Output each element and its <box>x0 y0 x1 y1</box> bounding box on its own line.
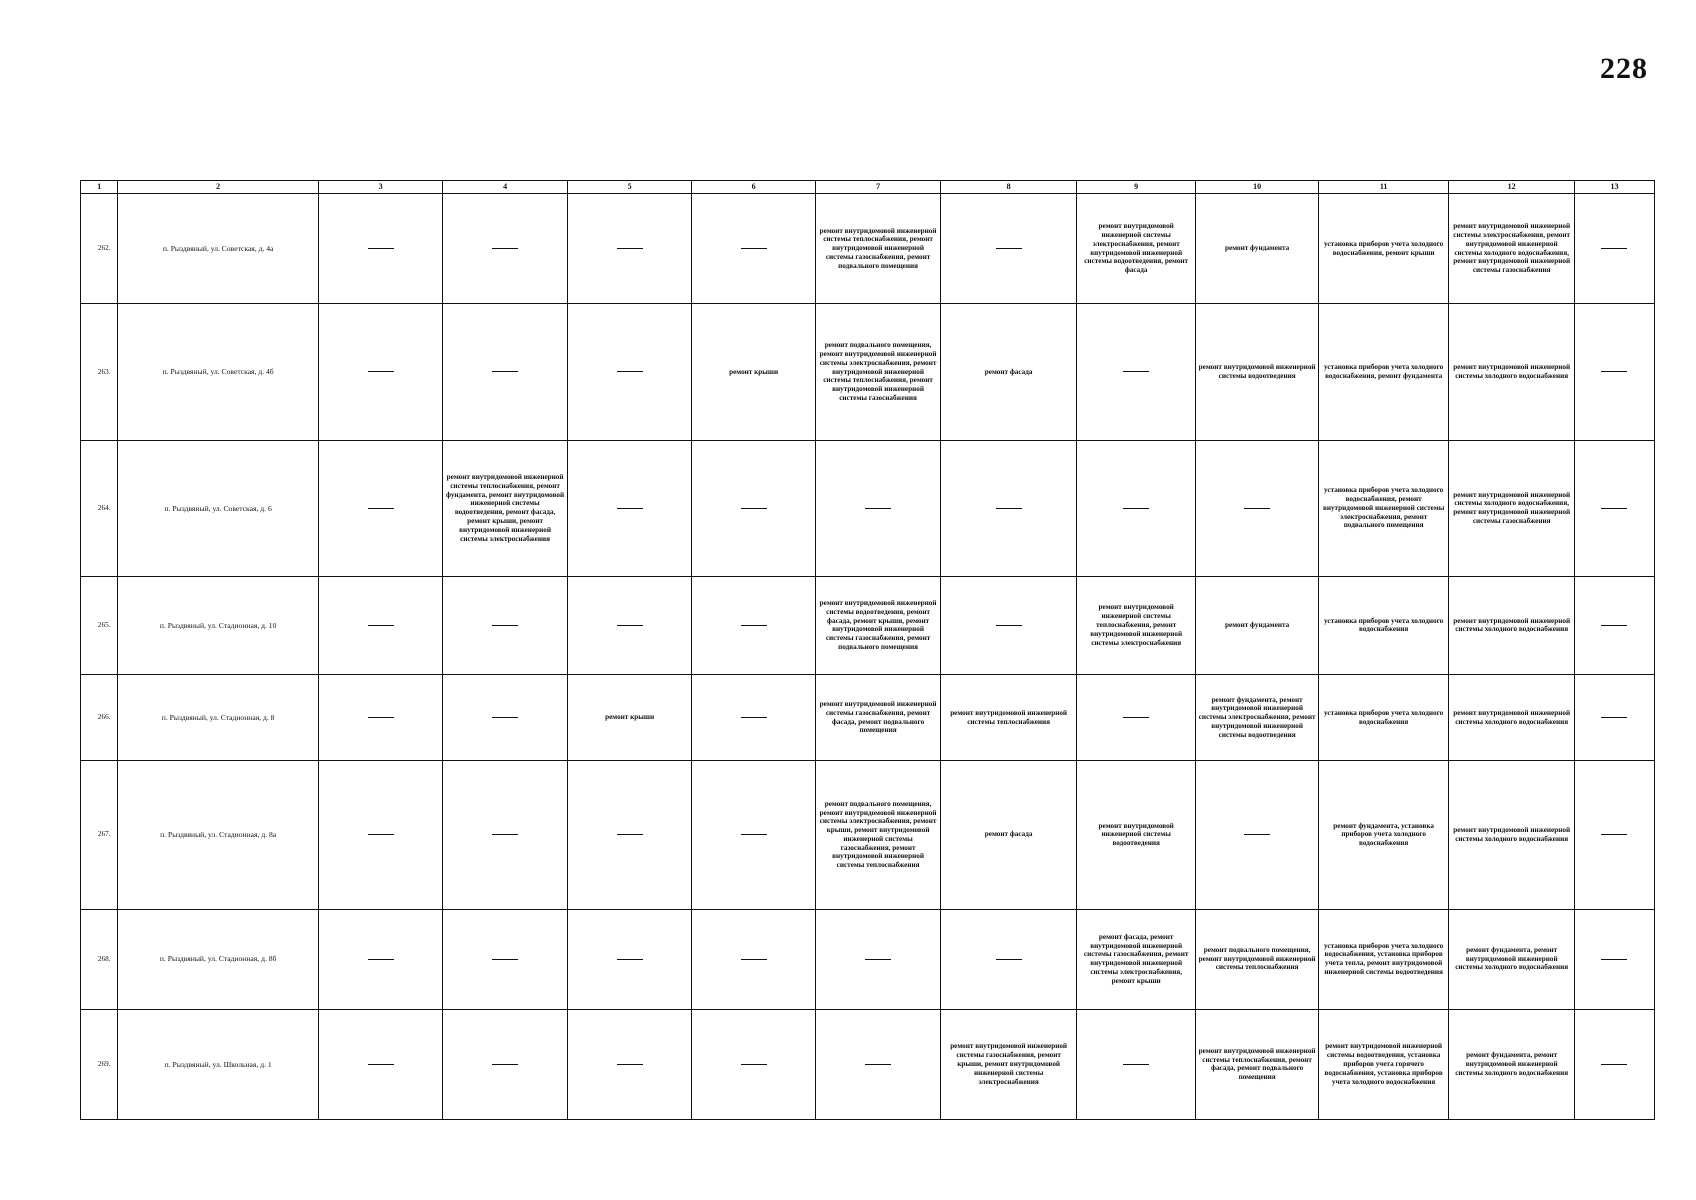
empty-cell <box>1196 761 1318 909</box>
repair-works-cell <box>1196 304 1318 440</box>
empty-cell <box>1574 909 1654 1009</box>
empty-cell <box>1574 194 1654 304</box>
repair-works-cell <box>815 576 941 674</box>
dash-mark <box>1601 248 1627 249</box>
empty-cell <box>692 909 815 1009</box>
dash-mark <box>741 625 767 626</box>
empty-cell <box>815 909 941 1009</box>
repair-works-text: ремонт внутридомовой инженерной системы теплоснабжения, ремонт фундамента, ремонт внутридомовой инженерной системы водоотведения, ремонт фасада, ремонт крыши, ремонт внутридомовой инженерной системы электроснабжения <box>446 473 565 543</box>
empty-cell <box>815 440 941 576</box>
row-number: 267. <box>81 761 118 909</box>
dash-mark <box>1123 371 1149 372</box>
repair-works-cell <box>1449 909 1575 1009</box>
repair-works-text: ремонт внутридомовой инженерной системы электроснабжения, ремонт внутридомовой инженерной системы водоотведения, ремонт фасада <box>1084 222 1189 275</box>
repair-works-text: ремонт фундамента, ремонт внутридомовой инженерной системы холодного водоснабжения <box>1455 945 1569 972</box>
table-row <box>81 304 1655 440</box>
repair-works-text: установка приборов учета холодного водоснабжения, ремонт внутридомовой инженерной системы электроснабжения, ремонт подвального помещения <box>1322 486 1445 530</box>
dash-mark <box>1601 625 1627 626</box>
column-number: 12 <box>1449 181 1575 194</box>
dash-mark <box>741 248 767 249</box>
house-address: п. Рыздвяный, ул. Стадионная, д. 8а <box>118 761 318 909</box>
empty-cell <box>692 1009 815 1119</box>
empty-cell <box>1076 1009 1195 1119</box>
repair-works-text: ремонт фундамента, установка приборов учета холодного водоснабжения <box>1333 821 1434 848</box>
dash-mark <box>368 717 394 718</box>
dash-mark <box>741 508 767 509</box>
column-number: 9 <box>1076 181 1195 194</box>
repair-works-cell <box>1076 761 1195 909</box>
repair-works-text: ремонт внутридомовой инженерной системы холодного водоснабжения, ремонт внутридомовой инженерной системы газоснабжения <box>1453 490 1571 525</box>
dash-mark <box>617 625 643 626</box>
dash-mark <box>492 625 518 626</box>
repair-works-cell <box>815 194 941 304</box>
column-number: 2 <box>118 181 318 194</box>
repair-works-text: ремонт крыши <box>729 367 779 376</box>
repair-works-text: ремонт внутридомовой инженерной системы электроснабжения, ремонт внутридомовой инженерной системы холодного водоснабжения, ремонт внутридомовой инженерной системы газоснабжения <box>1453 222 1571 275</box>
empty-cell <box>567 1009 692 1119</box>
dash-mark <box>996 959 1022 960</box>
column-number: 8 <box>941 181 1077 194</box>
dash-mark <box>865 1064 891 1065</box>
dash-mark <box>617 248 643 249</box>
repair-works-text: ремонт внутридомовой инженерной системы газоснабжения, ремонт фасада, ремонт подвального помещения <box>819 700 937 735</box>
dash-mark <box>617 508 643 509</box>
dash-mark <box>1601 508 1627 509</box>
repair-works-cell <box>941 304 1077 440</box>
repair-works-cell <box>1318 1009 1449 1119</box>
empty-cell <box>1076 675 1195 761</box>
table-row <box>81 440 1655 576</box>
empty-cell <box>567 194 692 304</box>
row-number: 265. <box>81 576 118 674</box>
empty-cell <box>1196 440 1318 576</box>
repair-works-cell <box>1449 194 1575 304</box>
empty-cell <box>1076 304 1195 440</box>
column-number: 4 <box>443 181 568 194</box>
row-number: 262. <box>81 194 118 304</box>
repair-works-text: ремонт фасада <box>984 830 1033 839</box>
dash-mark <box>492 371 518 372</box>
dash-mark <box>617 1064 643 1065</box>
house-address: п. Рыздвяный, ул. Школьная, д. 1 <box>118 1009 318 1119</box>
empty-cell <box>692 440 815 576</box>
repair-works-text: ремонт внутридомовой инженерной системы теплоснабжения, ремонт внутридомовой инженерной системы газоснабжения, ремонт подвального помещения <box>819 226 937 270</box>
repair-works-cell <box>1449 440 1575 576</box>
house-address: п. Рыздвяный, ул. Советская, д. 4а <box>118 194 318 304</box>
dash-mark <box>996 625 1022 626</box>
empty-cell <box>318 1009 443 1119</box>
dash-mark <box>1601 959 1627 960</box>
repair-works-text: ремонт фундамента, ремонт внутридомовой инженерной системы холодного водоснабжения <box>1455 1051 1569 1077</box>
empty-cell <box>318 675 443 761</box>
dash-mark <box>368 1064 394 1065</box>
column-number: 13 <box>1574 181 1654 194</box>
repair-works-text: ремонт внутридомовой инженерной системы теплоснабжения, ремонт фасада, ремонт подвального помещения <box>1198 1046 1316 1082</box>
repair-works-cell <box>1196 675 1318 761</box>
repair-works-cell <box>1196 1009 1318 1119</box>
empty-cell <box>318 576 443 674</box>
repair-works-text: ремонт внутридомовой инженерной системы теплоснабжения, ремонт внутридомовой инженерной системы электроснабжения <box>1090 603 1183 647</box>
repair-works-text: установка приборов учета холодного водоснабжения, ремонт фундамента <box>1324 363 1444 380</box>
dash-mark <box>617 959 643 960</box>
dash-mark <box>1601 834 1627 835</box>
dash-mark <box>1123 717 1149 718</box>
row-number: 264. <box>81 440 118 576</box>
empty-cell <box>1076 440 1195 576</box>
empty-cell <box>443 304 568 440</box>
column-number: 5 <box>567 181 692 194</box>
dash-mark <box>492 248 518 249</box>
empty-cell <box>443 194 568 304</box>
repair-works-text: ремонт крыши <box>605 713 655 722</box>
repair-works-cell <box>941 675 1077 761</box>
repair-works-cell <box>567 675 692 761</box>
empty-cell <box>1574 761 1654 909</box>
empty-cell <box>567 909 692 1009</box>
empty-cell <box>1574 1009 1654 1119</box>
empty-cell <box>443 576 568 674</box>
repair-works-text: установка приборов учета холодного водоснабжения <box>1324 708 1444 726</box>
dash-mark <box>741 1064 767 1065</box>
dash-mark <box>741 717 767 718</box>
dash-mark <box>996 248 1022 249</box>
empty-cell <box>1574 440 1654 576</box>
empty-cell <box>318 194 443 304</box>
empty-cell <box>318 909 443 1009</box>
empty-cell <box>567 304 692 440</box>
empty-cell <box>318 761 443 909</box>
repair-works-cell <box>1076 194 1195 304</box>
empty-cell <box>443 1009 568 1119</box>
repair-works-text: ремонт внутридомовой инженерной системы водоотведения, установка приборов учета горячего водоснабжения, установка приборов учета холодного водоснабжения <box>1324 1042 1443 1086</box>
empty-cell <box>692 194 815 304</box>
repair-works-cell <box>941 761 1077 909</box>
column-number-row <box>81 181 1655 194</box>
empty-cell <box>567 761 692 909</box>
house-address: п. Рыздвяный, ул. Стадионная, д. 10 <box>118 576 318 674</box>
repair-works-text: ремонт внутридомовой инженерной системы холодного водоснабжения <box>1453 616 1571 634</box>
empty-cell <box>318 304 443 440</box>
repair-works-cell <box>1076 909 1195 1009</box>
row-number: 266. <box>81 675 118 761</box>
row-number: 263. <box>81 304 118 440</box>
repair-works-cell <box>1449 675 1575 761</box>
column-number: 11 <box>1318 181 1449 194</box>
repair-works-text: ремонт внутридомовой инженерной системы водоотведения <box>1198 363 1316 380</box>
repair-works-cell <box>1196 909 1318 1009</box>
table-row <box>81 761 1655 909</box>
empty-cell <box>941 909 1077 1009</box>
empty-cell <box>692 761 815 909</box>
dash-mark <box>368 508 394 509</box>
house-address: п. Рыздвяный, ул. Стадионная, д. 8б <box>118 909 318 1009</box>
dash-mark <box>741 834 767 835</box>
dash-mark <box>368 625 394 626</box>
repair-works-cell <box>815 304 941 440</box>
repair-works-cell <box>1449 1009 1575 1119</box>
dash-mark <box>1244 834 1270 835</box>
repair-plan-table <box>80 180 1655 1120</box>
dash-mark <box>1601 1064 1627 1065</box>
repair-works-text: ремонт подвального помещения, ремонт внутридомовой инженерной системы теплоснабжения <box>1198 945 1316 972</box>
dash-mark <box>368 248 394 249</box>
column-number: 6 <box>692 181 815 194</box>
dash-mark <box>996 508 1022 509</box>
repair-works-text: ремонт внутридомовой инженерной системы теплоснабжения <box>950 708 1068 726</box>
repair-works-text: ремонт фасада, ремонт внутридомовой инженерной системы газоснабжения, ремонт внутридомовой инженерной системы электроснабжения, ремонт крыши <box>1083 932 1189 985</box>
repair-works-cell <box>443 440 568 576</box>
dash-mark <box>492 834 518 835</box>
repair-works-text: установка приборов учета холодного водоснабжения, ремонт крыши <box>1324 239 1444 257</box>
repair-works-cell <box>1318 194 1449 304</box>
column-number: 1 <box>81 181 118 194</box>
page-number: 228 <box>1600 52 1648 85</box>
dash-mark <box>1123 508 1149 509</box>
house-address: п. Рыздвяный, ул. Стадионная, д. 8 <box>118 675 318 761</box>
repair-works-text: установка приборов учета холодного водоснабжения <box>1324 616 1444 634</box>
dash-mark <box>492 717 518 718</box>
repair-works-text: ремонт внутридомовой инженерной системы холодного водоснабжения <box>1453 826 1571 843</box>
repair-works-text: ремонт внутридомовой инженерной системы водоотведения, ремонт фасада, ремонт крыши, ремонт внутридомовой инженерной системы газоснабжения, ремонт подвального помещения <box>819 599 937 651</box>
dash-mark <box>368 834 394 835</box>
empty-cell <box>567 576 692 674</box>
repair-works-text: ремонт подвального помещения, ремонт внутридомовой инженерной системы электроснабжения, ремонт внутридомовой инженерной системы теплоснабжения, ремонт внутридомовой инженерной системы газоснабжения <box>819 341 937 402</box>
dash-mark <box>1123 1064 1149 1065</box>
repair-works-cell <box>1076 576 1195 674</box>
repair-works-cell <box>1318 675 1449 761</box>
dash-mark <box>368 959 394 960</box>
dash-mark <box>492 1064 518 1065</box>
empty-cell <box>1574 675 1654 761</box>
column-number: 10 <box>1196 181 1318 194</box>
repair-works-cell <box>1196 194 1318 304</box>
repair-works-cell <box>1318 576 1449 674</box>
empty-cell <box>941 576 1077 674</box>
house-address: п. Рыздвяный, ул. Советская, д. 4б <box>118 304 318 440</box>
dash-mark <box>617 371 643 372</box>
repair-works-cell <box>1318 304 1449 440</box>
dash-mark <box>368 371 394 372</box>
column-number: 3 <box>318 181 443 194</box>
repair-works-text: ремонт фундамента, ремонт внутридомовой инженерной системы электроснабжения, ремонт внутридомовой инженерной системы водоотведения <box>1198 695 1316 739</box>
repair-works-cell <box>1449 576 1575 674</box>
repair-works-text: ремонт внутридомовой инженерной системы газоснабжения, ремонт крыши, ремонт внутридомовой инженерной системы электроснабжения <box>950 1042 1068 1086</box>
repair-works-cell <box>815 761 941 909</box>
empty-cell <box>692 675 815 761</box>
repair-works-cell <box>692 304 815 440</box>
repair-works-text: ремонт внутридомовой инженерной системы холодного водоснабжения <box>1453 708 1571 726</box>
dash-mark <box>617 834 643 835</box>
empty-cell <box>443 761 568 909</box>
empty-cell <box>941 440 1077 576</box>
dash-mark <box>865 508 891 509</box>
empty-cell <box>567 440 692 576</box>
empty-cell <box>1574 304 1654 440</box>
dash-mark <box>1601 371 1627 372</box>
dash-mark <box>865 959 891 960</box>
repair-works-text: ремонт внутридомовой инженерной системы холодного водоснабжения <box>1453 363 1571 380</box>
repair-works-cell <box>815 675 941 761</box>
repair-works-cell <box>1318 440 1449 576</box>
repair-works-cell <box>1196 576 1318 674</box>
table-row <box>81 909 1655 1009</box>
table-row <box>81 675 1655 761</box>
empty-cell <box>692 576 815 674</box>
repair-works-text: ремонт фундамента <box>1225 621 1290 630</box>
empty-cell <box>443 909 568 1009</box>
table-row <box>81 1009 1655 1119</box>
repair-works-cell <box>1449 304 1575 440</box>
row-number: 269. <box>81 1009 118 1119</box>
empty-cell <box>443 675 568 761</box>
empty-cell <box>318 440 443 576</box>
repair-works-cell <box>1318 909 1449 1009</box>
empty-cell <box>941 194 1077 304</box>
repair-works-text: ремонт фасада <box>984 367 1033 376</box>
house-address: п. Рыздвяный, ул. Советская, д. 6 <box>118 440 318 576</box>
repair-works-cell <box>1449 761 1575 909</box>
column-number: 7 <box>815 181 941 194</box>
empty-cell <box>815 1009 941 1119</box>
row-number: 268. <box>81 909 118 1009</box>
dash-mark <box>1244 508 1270 509</box>
repair-works-cell <box>941 1009 1077 1119</box>
repair-works-text: ремонт внутридомовой инженерной системы водоотведения <box>1098 821 1174 848</box>
dash-mark <box>492 959 518 960</box>
repair-works-text: ремонт фундамента <box>1225 244 1290 253</box>
table-row <box>81 194 1655 304</box>
dash-mark <box>1601 717 1627 718</box>
repair-works-text: установка приборов учета холодного водоснабжения, установка приборов учета тепла, ремонт внутридомовой инженерной системы водоотведения <box>1324 941 1444 976</box>
repair-works-cell <box>1318 761 1449 909</box>
empty-cell <box>1574 576 1654 674</box>
table-row <box>81 576 1655 674</box>
dash-mark <box>741 959 767 960</box>
repair-works-text: ремонт подвального помещения, ремонт внутридомовой инженерной системы электроснабжения, ремонт крыши, ремонт внутридомовой инженерной системы газоснабжения, ремонт внутридомовой инженерной системы теплоснабжения <box>819 799 937 870</box>
